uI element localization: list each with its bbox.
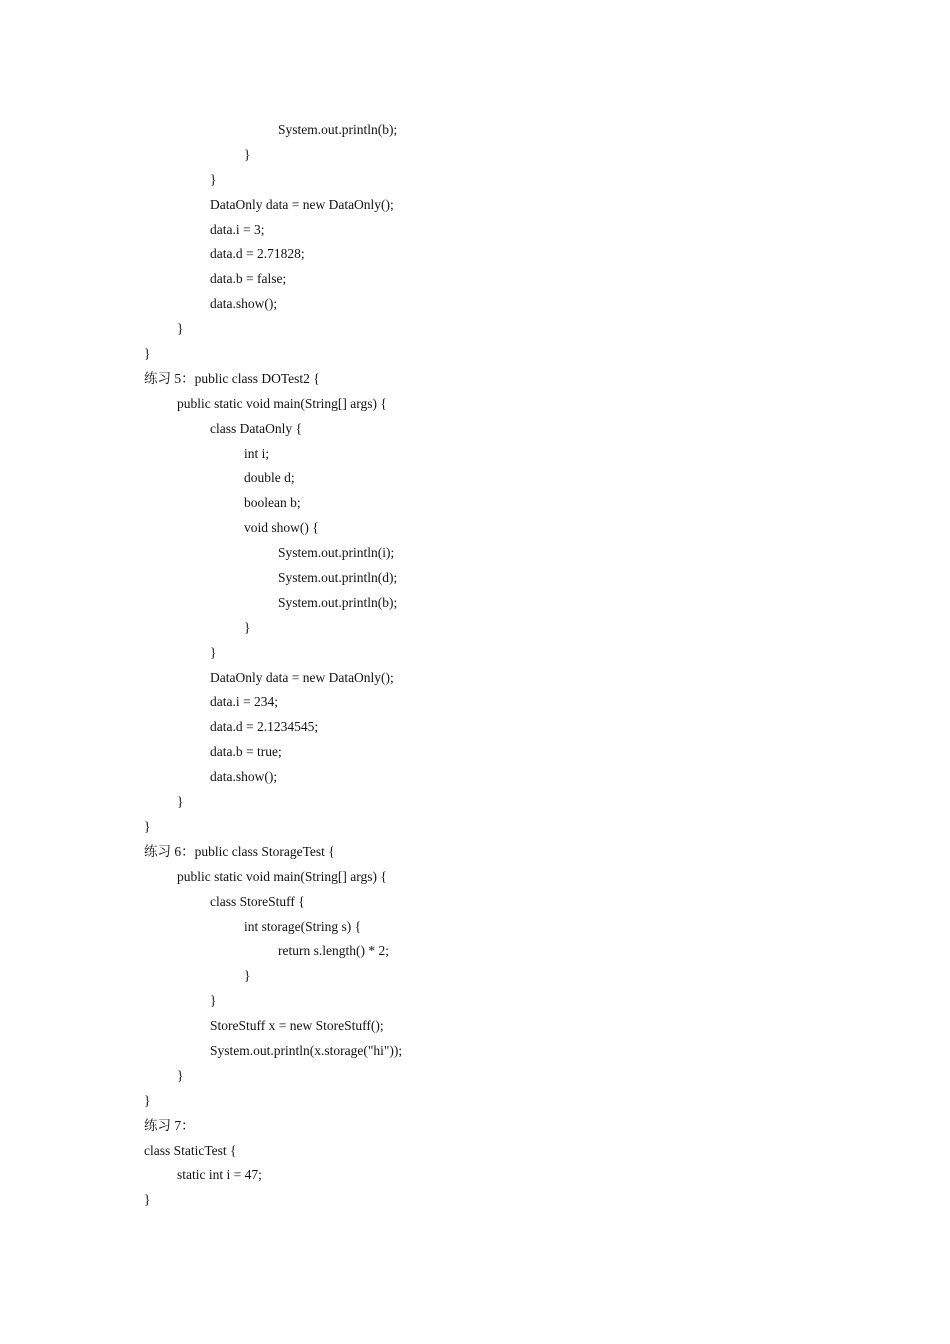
code-line-text: return s.length() * 2; [278,943,389,959]
code-line-text: } [177,794,184,810]
code-line-text: } [244,619,251,635]
code-line [0,790,950,815]
code-line [0,865,950,890]
code-line [0,342,950,367]
code-line-text: } [177,321,184,337]
code-line-text: } [144,346,151,362]
code-line [0,1114,950,1139]
code-line-text: DataOnly data = new DataOnly(); [210,196,394,212]
code-line [0,367,950,392]
code-line-text: int i; [244,445,270,461]
code-line-text: } [177,1067,184,1083]
code-line [0,815,950,840]
code-line-text: } [144,1192,151,1208]
code-line-text: 练习 6：public class StorageTest { [144,843,335,859]
code-line-text: StoreStuff x = new StoreStuff(); [210,1018,384,1034]
code-line [0,666,950,691]
code-line-text: void show() { [244,520,319,536]
code-line-text: } [210,993,217,1009]
code-line [0,317,950,342]
code-line [0,1188,950,1213]
code-line [0,591,950,616]
code-line-text: System.out.println(d); [278,570,398,586]
code-line-text: static int i = 47; [177,1167,262,1183]
code-line [0,715,950,740]
code-line [0,1039,950,1064]
code-line [0,193,950,218]
code-line-text: public static void main(String[] args) { [177,868,387,884]
code-line [0,118,950,143]
code-line [0,641,950,666]
code-line-text: data.b = true; [210,744,282,760]
code-line [0,690,950,715]
code-line-text: data.d = 2.1234545; [210,719,319,735]
code-line-text: System.out.println(b); [278,594,398,610]
code-line-text: class StoreStuff { [210,893,305,909]
code-line [0,242,950,267]
code-line [0,466,950,491]
code-line-text: System.out.println(i); [278,545,395,561]
code-line-text: class StaticTest { [144,1142,237,1158]
code-line-text: class DataOnly { [210,420,302,436]
code-line-text: double d; [244,470,295,486]
code-line [0,516,950,541]
code-line [0,392,950,417]
code-line [0,566,950,591]
code-line-text: System.out.println(b); [278,122,398,137]
code-line [0,964,950,989]
code-line [0,840,950,865]
code-line-text: public static void main(String[] args) { [177,395,387,411]
code-line-text: data.b = false; [210,271,287,287]
code-line [0,541,950,566]
code-line [0,218,950,243]
code-line-text: data.i = 234; [210,694,278,710]
code-line [0,740,950,765]
code-line [0,890,950,915]
code-line-text: 练习 5：public class DOTest2 { [144,370,320,386]
code-line-text: data.i = 3; [210,221,265,237]
code-line [0,143,950,168]
code-line [0,1014,950,1039]
code-listing [0,118,950,1213]
code-line [0,915,950,940]
code-line [0,267,950,292]
code-line [0,442,950,467]
code-line-text: } [144,818,151,834]
code-line [0,1089,950,1114]
code-line [0,1163,950,1188]
code-line-text: data.show(); [210,769,278,785]
code-line-text: System.out.println(x.storage("hi")); [210,1042,403,1058]
code-line-text: } [210,171,217,187]
code-line-text: int storage(String s) { [244,918,362,934]
code-line [0,292,950,317]
code-line-text: data.d = 2.71828; [210,246,305,262]
code-line [0,765,950,790]
code-line [0,1064,950,1089]
code-line-text: } [210,644,217,660]
code-line [0,1139,950,1164]
code-line-text: DataOnly data = new DataOnly(); [210,669,394,685]
code-line-text: data.show(); [210,296,278,312]
code-line [0,168,950,193]
code-line-text: 练习 7： [144,1117,195,1133]
code-line-text: } [244,146,251,162]
code-line [0,616,950,641]
code-line [0,939,950,964]
code-line [0,417,950,442]
code-line-text: } [244,968,251,984]
code-line [0,989,950,1014]
code-line [0,491,950,516]
code-line-text: } [144,1092,151,1108]
code-line-text: boolean b; [244,495,301,511]
